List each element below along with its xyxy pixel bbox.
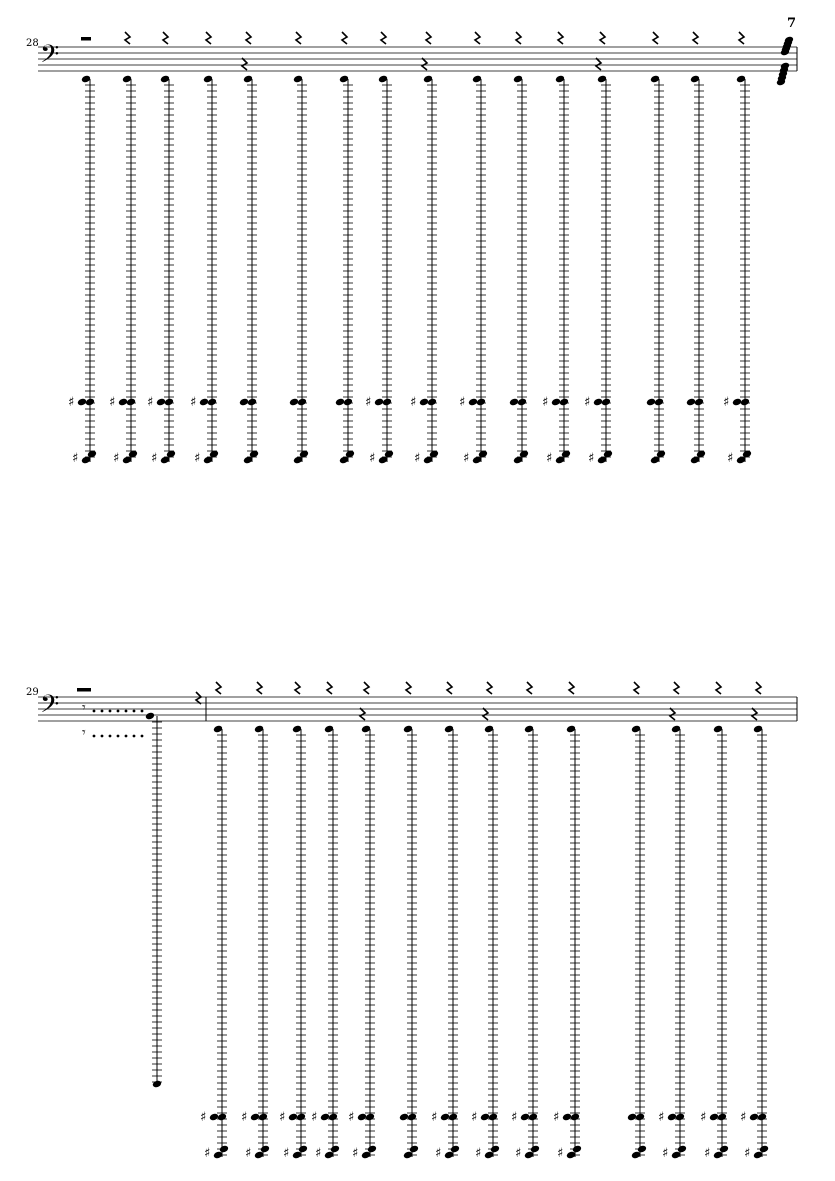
chord-column [190, 32, 219, 466]
sharp-accidental: ♯ [365, 395, 372, 410]
note-head [365, 1113, 375, 1122]
note-head [258, 1113, 268, 1122]
note-head [654, 398, 664, 407]
note-head [357, 1113, 367, 1122]
note-head [528, 1113, 538, 1122]
sharp-accidental: ♯ [311, 1110, 318, 1125]
sharp-accidental: ♯ [410, 395, 417, 410]
sharp-accidental: ♯ [542, 395, 549, 410]
dot [117, 735, 120, 738]
note-head [601, 398, 611, 407]
note-head [217, 1113, 227, 1122]
eighth-rest: 𝄾 [82, 700, 86, 716]
note-head [732, 398, 742, 407]
quarter-rest [739, 32, 744, 44]
quarter-rest [125, 32, 130, 44]
sharp-accidental: ♯ [147, 395, 154, 410]
sharp-accidental: ♯ [414, 451, 421, 466]
note-head [686, 398, 696, 407]
sharp-accidental: ♯ [369, 451, 376, 466]
note-head [694, 398, 704, 407]
sharp-accidental: ♯ [72, 451, 79, 466]
note-head [717, 1113, 727, 1122]
sharp-accidental: ♯ [662, 1146, 669, 1161]
note-head [328, 1113, 338, 1122]
quarter-rest [360, 708, 365, 720]
dot [101, 710, 104, 713]
note-head [239, 398, 249, 407]
sharp-accidental: ♯ [704, 1146, 711, 1161]
quarter-rest [516, 32, 521, 44]
chord-column [646, 32, 666, 464]
dot [133, 710, 136, 713]
note-head [382, 398, 392, 407]
note-head [509, 398, 519, 407]
chord-column [471, 682, 500, 1161]
sharp-accidental: ♯ [204, 1146, 211, 1161]
eighth-rest: 𝄾 [82, 725, 86, 741]
quarter-rest [216, 682, 221, 694]
dot [125, 710, 128, 713]
sharp-accidental: ♯ [700, 1110, 707, 1125]
note-head [247, 398, 257, 407]
chord-column [509, 32, 529, 464]
note-head [488, 1113, 498, 1122]
sharp-accidental: ♯ [553, 1110, 560, 1125]
note-head [296, 1113, 306, 1122]
sharp-accidental: ♯ [109, 395, 116, 410]
quarter-rest [327, 682, 332, 694]
quarter-rest [716, 682, 721, 694]
sharp-accidental: ♯ [744, 1146, 751, 1161]
note-head [164, 398, 174, 407]
chord-column [348, 682, 377, 1161]
note-head [374, 398, 384, 407]
dot [93, 710, 96, 713]
quarter-rest [596, 58, 601, 70]
quarter-rest [756, 682, 761, 694]
note-head [399, 1113, 409, 1122]
system-2 [38, 682, 797, 1161]
quarter-rest [487, 682, 492, 694]
sharp-accidental: ♯ [68, 395, 75, 410]
note-head [427, 398, 437, 407]
bass-clef: 𝄢 [40, 40, 60, 75]
quarter-rest [246, 32, 251, 44]
sharp-accidental: ♯ [511, 1110, 518, 1125]
quarter-rest [693, 32, 698, 44]
note-head [480, 1113, 490, 1122]
chord-column [584, 32, 613, 466]
note-head [297, 398, 307, 407]
note-head [740, 398, 750, 407]
quarter-rest [406, 682, 411, 694]
page-number: 7 [787, 16, 797, 31]
quarter-rest [483, 708, 488, 720]
quarter-rest [206, 32, 211, 44]
whole-rest [77, 688, 91, 692]
quarter-rest [670, 708, 675, 720]
note-head [156, 398, 166, 407]
chord-column [658, 682, 687, 1161]
sharp-accidental: ♯ [546, 451, 553, 466]
note-head [559, 398, 569, 407]
note-head [749, 1113, 759, 1122]
chord-column [365, 32, 394, 466]
half-rest [81, 37, 91, 41]
note-head [667, 1113, 677, 1122]
sharp-accidental: ♯ [245, 1146, 252, 1161]
note-head [145, 712, 155, 721]
note-head [250, 1113, 260, 1122]
sharp-accidental: ♯ [584, 395, 591, 410]
note-head [646, 398, 656, 407]
sharp-accidental: ♯ [435, 1146, 442, 1161]
sharp-accidental: ♯ [241, 1110, 248, 1125]
quarter-rest [674, 682, 679, 694]
dot [141, 735, 144, 738]
note-head [77, 398, 87, 407]
bass-clef: 𝄢 [40, 690, 60, 725]
note-head [118, 398, 128, 407]
quarter-rest [527, 682, 532, 694]
chord-column [68, 37, 97, 466]
chord-column [399, 682, 419, 1159]
quarter-rest [364, 682, 369, 694]
measure-number-29: 29 [26, 687, 39, 698]
dot [101, 735, 104, 738]
note-head [635, 1113, 645, 1122]
note-head [419, 398, 429, 407]
chord-column [239, 32, 259, 464]
note-head [520, 1113, 530, 1122]
chord-column [289, 32, 309, 464]
quarter-rest [257, 682, 262, 694]
quarter-rest [295, 682, 300, 694]
note-head [126, 398, 136, 407]
sharp-accidental: ♯ [279, 1110, 286, 1125]
dot [133, 735, 136, 738]
sharp-accidental: ♯ [475, 1146, 482, 1161]
note-head [468, 398, 478, 407]
quarter-rest [422, 58, 427, 70]
quarter-rest [163, 32, 168, 44]
sharp-accidental: ♯ [658, 1110, 665, 1125]
sharp-accidental: ♯ [113, 451, 120, 466]
note-head [207, 398, 217, 407]
chord-column [686, 32, 706, 464]
quarter-rest [447, 682, 452, 694]
note-head [343, 398, 353, 407]
chord-column [542, 32, 571, 466]
note-head [440, 1113, 450, 1122]
note-head [709, 1113, 719, 1122]
chord-column [335, 32, 355, 464]
note-head [562, 1113, 572, 1122]
sharp-accidental: ♯ [515, 1146, 522, 1161]
note-head [407, 1113, 417, 1122]
note-head [517, 398, 527, 407]
note-head [288, 1113, 298, 1122]
chord-column [410, 32, 439, 466]
note-head [627, 1113, 637, 1122]
note-head [152, 1080, 162, 1089]
chord-column [459, 32, 488, 466]
sharp-accidental: ♯ [459, 395, 466, 410]
dot [141, 710, 144, 713]
sharp-accidental: ♯ [151, 451, 158, 466]
sharp-accidental: ♯ [463, 451, 470, 466]
sharp-accidental: ♯ [588, 451, 595, 466]
note-head [675, 1113, 685, 1122]
dot [117, 710, 120, 713]
note-head [335, 398, 345, 407]
note-head [289, 398, 299, 407]
quarter-rest [653, 32, 658, 44]
chord-column [200, 682, 229, 1161]
quarter-rest [242, 58, 247, 70]
chord-column [279, 682, 308, 1161]
note-head [320, 1113, 330, 1122]
chord-column [431, 682, 460, 1161]
sharp-accidental: ♯ [348, 1110, 355, 1125]
chord-column [241, 682, 270, 1161]
chord-column [740, 682, 769, 1161]
dot [109, 735, 112, 738]
note-head [209, 1113, 219, 1122]
note-head [85, 398, 95, 407]
chord-column [700, 682, 729, 1161]
note-head [448, 1113, 458, 1122]
quarter-rest [569, 682, 574, 694]
quarter-rest [196, 692, 201, 704]
chord-column [627, 682, 647, 1159]
chord-column [109, 32, 138, 466]
measure-number-28: 28 [26, 38, 39, 49]
sharp-accidental: ♯ [557, 1146, 564, 1161]
note-head [476, 398, 486, 407]
sharp-accidental: ♯ [283, 1146, 290, 1161]
note-head [757, 1113, 767, 1122]
chord-column [147, 32, 176, 466]
note-head [593, 398, 603, 407]
sharp-accidental: ♯ [315, 1146, 322, 1161]
sharp-accidental: ♯ [194, 451, 201, 466]
chord-column [723, 32, 752, 466]
quarter-rest [426, 32, 431, 44]
note-head [199, 398, 209, 407]
sharp-accidental: ♯ [740, 1110, 747, 1125]
quarter-rest [381, 32, 386, 44]
sharp-accidental: ♯ [200, 1110, 207, 1125]
note-head [551, 398, 561, 407]
dot [93, 735, 96, 738]
quarter-rest [752, 708, 757, 720]
note-head [570, 1113, 580, 1122]
quarter-rest [558, 32, 563, 44]
sharp-accidental: ♯ [471, 1110, 478, 1125]
sharp-accidental: ♯ [431, 1110, 438, 1125]
quarter-rest [296, 32, 301, 44]
dot [109, 710, 112, 713]
chord-column [311, 682, 340, 1161]
quarter-rest [342, 32, 347, 44]
system-1 [38, 32, 797, 466]
quarter-rest [600, 32, 605, 44]
quarter-rest [475, 32, 480, 44]
sharp-accidental: ♯ [190, 395, 197, 410]
sharp-accidental: ♯ [727, 451, 734, 466]
quarter-rest [634, 682, 639, 694]
sharp-accidental: ♯ [723, 395, 730, 410]
chord-column [553, 682, 582, 1161]
dot [125, 735, 128, 738]
chord-column [511, 682, 540, 1161]
sharp-accidental: ♯ [352, 1146, 359, 1161]
